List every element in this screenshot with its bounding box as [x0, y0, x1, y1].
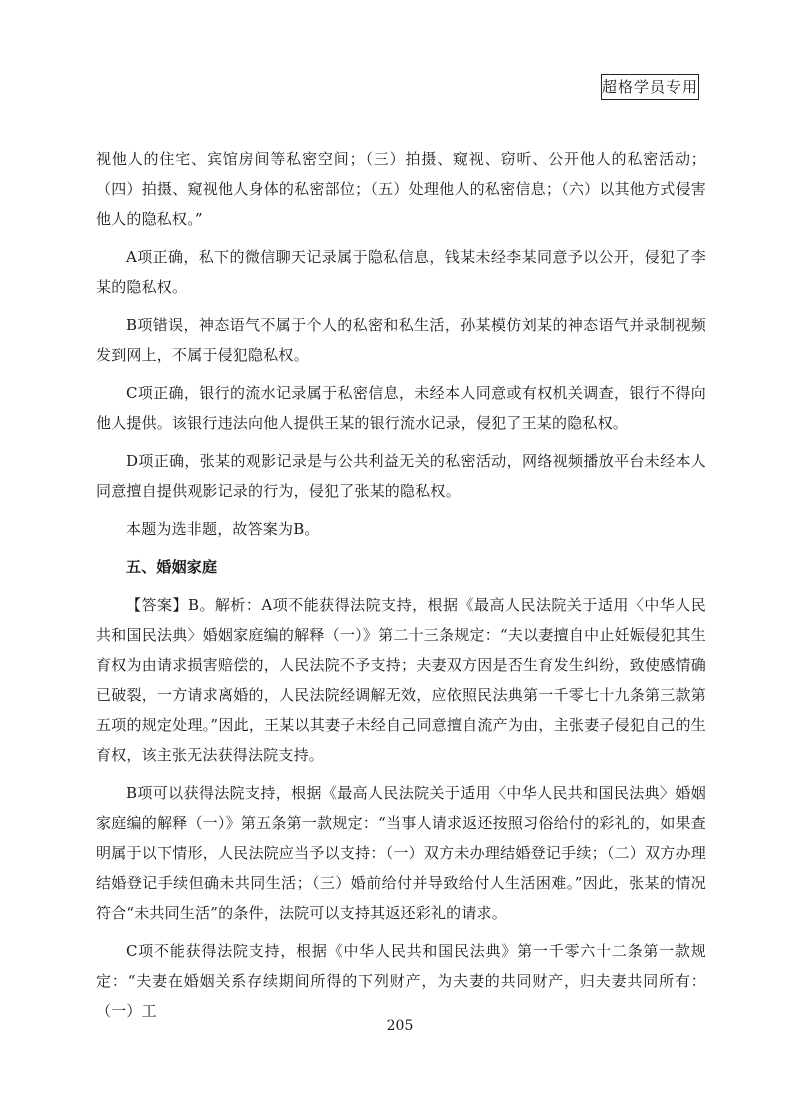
paragraph-option-a: A项正确，私下的微信聊天记录属于隐私信息，钱某未经李某同意予以公开，侵犯了李某的隐私权。: [96, 248, 706, 296]
paragraph-conclusion: 本题为选非题，故答案为B。: [126, 520, 320, 538]
paragraph-answer: 【答案】B。解析：A项不能获得法院支持，根据《最高人民法院关于适用〈中华人民共和国民法典〉婚姻家庭编的解释（一）》第二十三条规定：“夫以妻擅自中止妊娠侵犯其生育权为由请求损害赔偿的，人民法院不予支持；夫妻双方因是否生育发生纠纷，致使感情确已破裂，一方请求离婚的，人民法院经调解无效，应依照民法典第一千零七十九条第三款第五项的规定处理。”因此，王某以其妻子未经自己同意擅自流产为由，主张妻子侵犯自己的生育权，该主张无法获得法院支持。: [96, 596, 706, 764]
section-heading: 五、婚姻家庭: [126, 558, 218, 576]
paragraph-option-c: C项正确，银行的流水记录属于私密信息，未经本人同意或有权机关调查，银行不得向他人提供。该银行违法向他人提供王某的银行流水记录，侵犯了王某的隐私权。: [96, 384, 706, 432]
paragraph-option-b: B项错误，神态语气不属于个人的私密和私生活，孙某模仿刘某的神态语气并录制视频发到网上，不属于侵犯隐私权。: [96, 316, 706, 364]
paragraph-option-d: D项正确，张某的观影记录是与公共利益无关的私密活动，网络视频播放平台未经本人同意擅自提供观影记录的行为，侵犯了张某的隐私权。: [96, 452, 706, 500]
header-badge: 超格学员专用: [601, 74, 699, 100]
paragraph-option-c-marriage: C项不能获得法院支持，根据《中华人民共和国民法典》第一千零六十二条第一款规定：“夫妻在婚姻关系存续期间所得的下列财产，为夫妻的共同财产，归夫妻共同所有：（一）工: [96, 942, 706, 1020]
paragraph-continuation: 视他人的住宅、宾馆房间等私密空间；（三）拍摄、窥视、窃听、公开他人的私密活动；（四）拍摄、窥视他人身体的私密部位；（五）处理他人的私密信息；（六）以其他方式侵害他人的隐私权。”: [96, 150, 706, 228]
page-number: 205: [386, 1018, 414, 1034]
paragraph-option-b-marriage: B项可以获得法院支持，根据《最高人民法院关于适用〈中华人民共和国民法典〉婚姻家庭编的解释（一）》第五条第一款规定：“当事人请求返还按照习俗给付的彩礼的，如果查明属于以下情形，人民法院应当予以支持：（一）双方未办理结婚登记手续；（二）双方办理结婚登记手续但确未共同生活；（三）婚前给付并导致给付人生活困难。”因此，张某的情况符合“未共同生活”的条件，法院可以支持其返还彩礼的请求。: [96, 784, 706, 922]
body-text: [96, 144, 706, 1034]
